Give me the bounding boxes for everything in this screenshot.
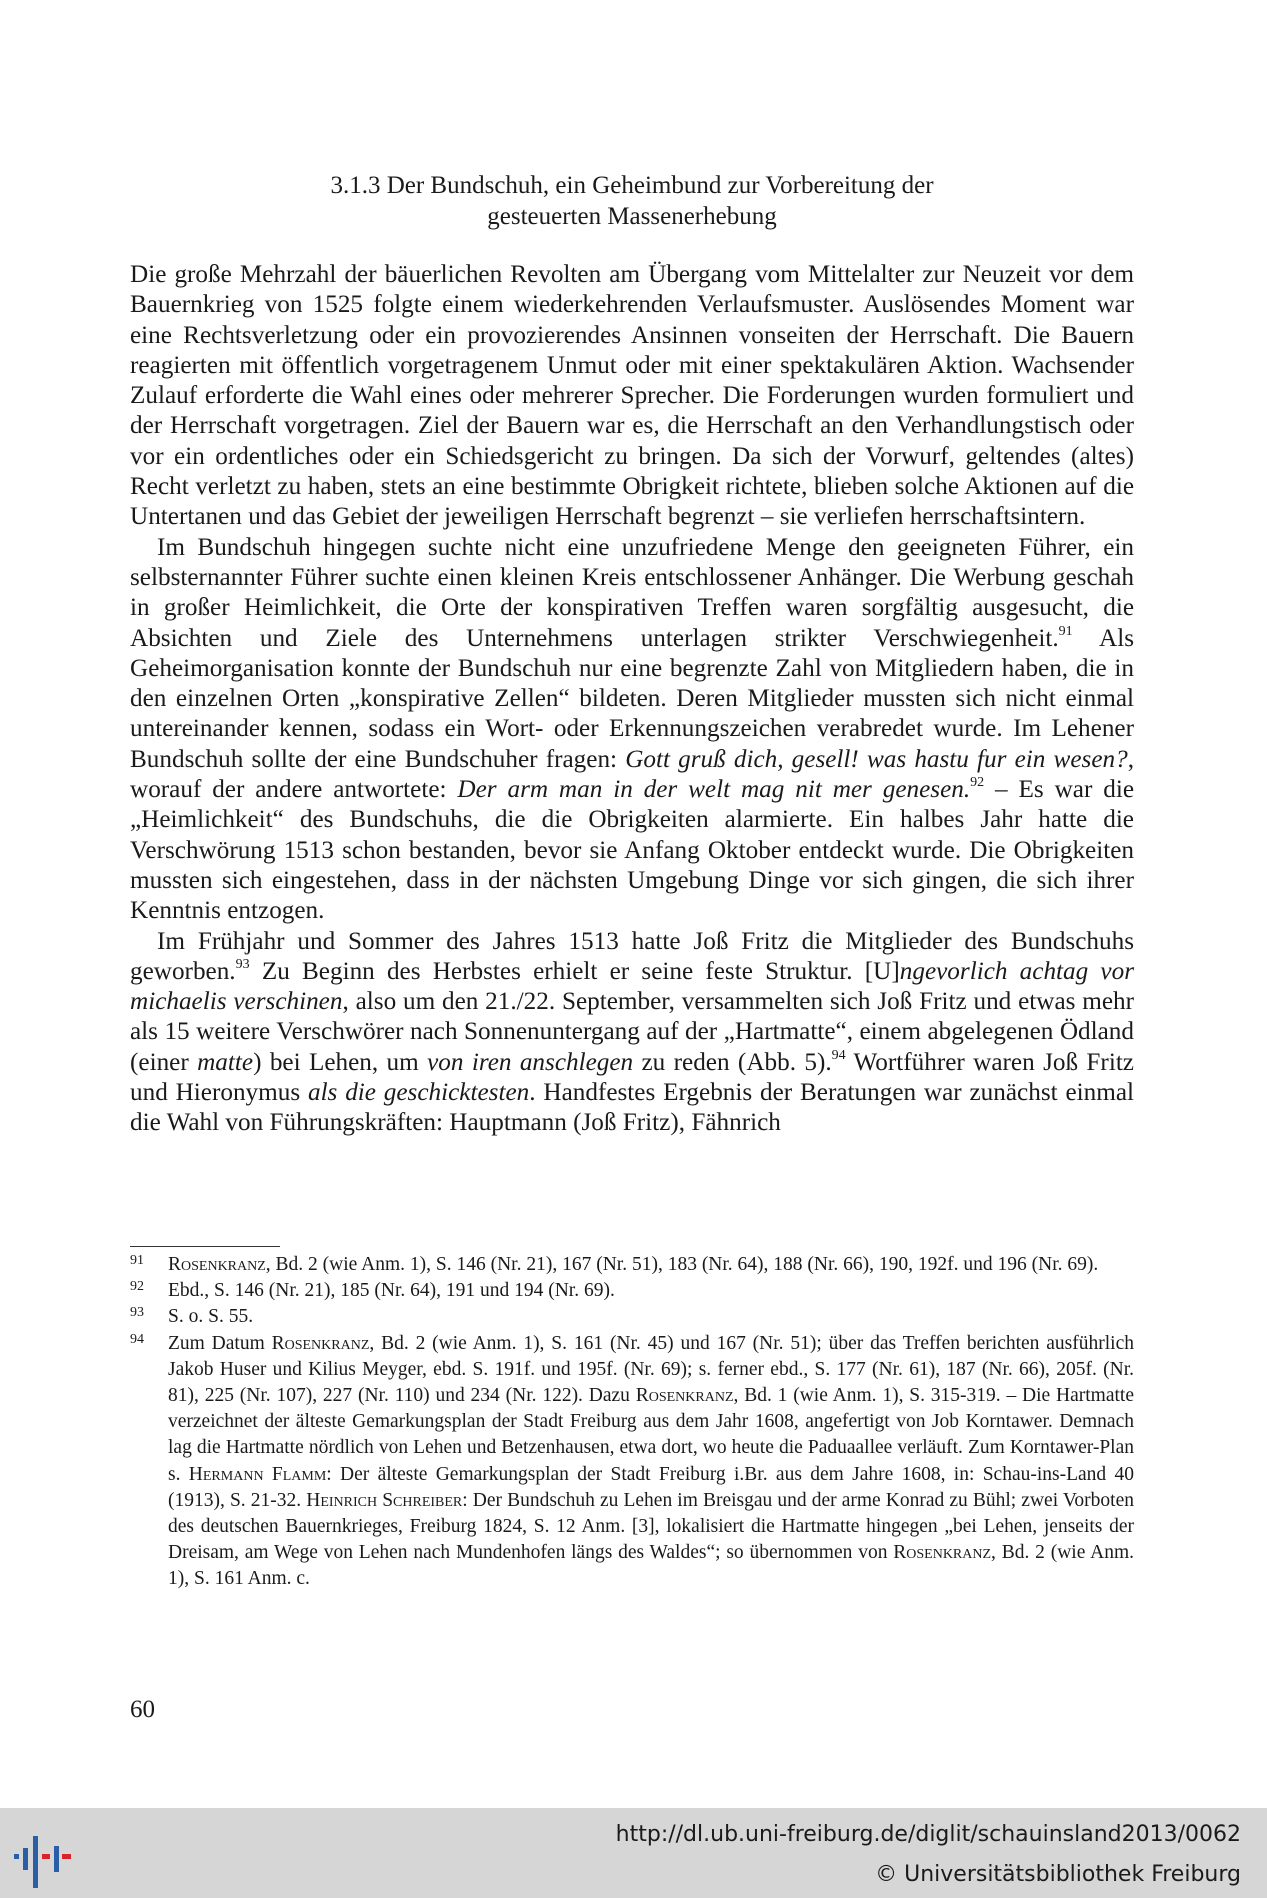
paragraph-1: Die große Mehrzahl der bäuerlichen Revolten am Übergang vom Mittelalter zur Neuzeit vor dem Bauernkrieg von 1525 folgte einem wiederkehrenden Verlaufsmuster. Auslösendes Moment war eine Rechtsverletzung oder ein provozierendes Ansinnen vonseiten der Herrschaft. Die Bauern reagierten mit öffentlich vorgetragenem Unmut oder mit einer spektakulären Aktion. Wachsender Zulauf erforderte die Wahl eines oder mehrerer Sprecher. Die Forderungen wurden formuliert und der Herrschaft vorgetragen. Ziel der Bauern war es, die Herrschaft an den Verhandlungstisch oder vor ein ordentliches oder ein Schiedsgericht zu bringen. Da sich der Vorwurf, geltendes (altes) Recht verletzt zu haben, stets an eine bestimmte Obrigkeit richtete, blieben solche Aktionen auf die Untertanen und das Gebiet der jeweiligen Herrschaft begrenzt – sie verliefen herrschaftsintern. — [130, 261, 1134, 531]
footnote-ref-91[interactable]: 91 — [1058, 623, 1073, 639]
text-run: Im Frühjahr und Sommer des Jahres 1513 hatte Joß Fritz die Mitglieder des Bundschuhs geworben. — [130, 927, 1134, 985]
footer-bar — [0, 1808, 1267, 1898]
author-name: Heinrich Schreiber — [306, 1489, 463, 1511]
footnote-text: S. o. S. 55. — [168, 1306, 254, 1328]
source-url-link[interactable]: http://dl.ub.uni-freiburg.de/diglit/schauinsland2013/0062 — [615, 1822, 1241, 1847]
quote-italic: Der arm man in der welt mag nit mer genesen. — [457, 776, 971, 804]
page-number: 60 — [130, 1696, 155, 1723]
section-heading-line-1: 3.1.3 Der Bundschuh, ein Geheimbund zur Vorbereitung der — [330, 172, 934, 199]
quote-italic: ngevorlich achtag vor michaelis verschinen — [130, 957, 1134, 1016]
footnote-93 — [130, 1304, 1134, 1330]
text-run: Zu Beginn des Herbstes erhielt er seine feste Struktur. [U] — [249, 957, 900, 985]
footnote-text: Zum Datum — [168, 1332, 272, 1354]
text-run: . Handfestes Ergebnis der Beratungen war zunächst einmal die Wahl von Führungskräften: Hauptmann (Joß Fritz), Fähnrich — [130, 1079, 1134, 1137]
footnote-92 — [130, 1278, 1134, 1304]
footnote-number: 93 — [130, 1305, 144, 1321]
footnote-ref-92[interactable]: 92 — [970, 775, 985, 791]
footnote-text: Ebd., S. 146 (Nr. 21), 185 (Nr. 64), 191 und 194 (Nr. 69). — [168, 1280, 615, 1302]
quote-italic: Gott gruß dich, gesell! was hastu fur ein wesen? — [625, 745, 1128, 773]
section-heading-line-2: gesteuerten Massenerhebung — [487, 203, 777, 230]
footnote-text: , Bd. 2 (wie Anm. 1), S. 146 (Nr. 21), 167 (Nr. 51), 183 (Nr. 64), 188 (Nr. 66), 190, 192f. und 196 (Nr. 69). — [265, 1254, 1099, 1275]
author-name: Rosenkranz — [893, 1542, 992, 1564]
author-name: Rosenkranz — [271, 1332, 370, 1354]
footnote-text: , Bd. 2 (wie Anm. 1), S. 161 (Nr. 45) und 167 (Nr. 51); über das Treffen berichten ausführlich Jakob Huser und Kilius Meyger, ebd. S. 191f. und 195f. (Nr. 69); s. ferner ebd., S. 177 (Nr. 61), 187 (Nr. 66), 205f. (Nr. 81), 225 (Nr. 107), 227 (Nr. 110) und 234 (Nr. 122). Dazu — [168, 1332, 1134, 1407]
text-run: – Es war die „Heimlichkeit“ des Bundschuhs, die die Obrigkeiten alarmierte. Ein halbes Jahr hatte die Verschwörung 1513 schon bestanden, bevor sie Anfang Oktober entdeckt wurde. Die Obrigkeiten mussten sich eingestehen, dass in der nächsten Umgebung Dinge vor sich gingen, die sich ihrer Kenntnis entzogen. — [130, 776, 1134, 925]
footnote-text: : Der Bundschuh zu Lehen im Breisgau und der arme Konrad zu Bühl; zwei Vorboten des deutschen Bauernkrieges, Freiburg 1824, S. 12 Anm. [3], lokalisiert die Hartmatte hingegen „bei Lehen, jenseits der Dreisam, am Wege von Lehen nach Mundenhofen längs des Waldes“; so übernommen von — [168, 1489, 1134, 1564]
footnote-number: 92 — [130, 1279, 144, 1295]
paragraph-2 — [130, 533, 1134, 927]
library-logo-icon[interactable] — [14, 1832, 78, 1888]
text-run: Wortführer waren Joß Fritz und Hieronymus — [130, 1048, 1134, 1107]
footnote-text: , Bd. 1 (wie Anm. 1), S. 315-319. – Die Hartmatte verzeichnet der älteste Gemarkungsplan der Stadt Freiburg aus dem Jahr 1608, angefertigt von Job Korntawer. Demnach lag die Hartmatte nördlich von Lehen und Betzenhausen, etwa dort, wo heute die Paduaallee verläuft. Zum Korntawer-Plan s. — [168, 1385, 1134, 1485]
footnote-separator — [130, 1246, 280, 1247]
text-run: , worauf der andere antwortete: — [130, 745, 1134, 804]
text-run: ) bei Lehen, um — [253, 1048, 428, 1076]
footnotes — [130, 1252, 1134, 1593]
footnote-ref-93[interactable]: 93 — [235, 956, 250, 972]
author-name: Rosenkranz — [168, 1254, 266, 1275]
footnote-number: 94 — [130, 1331, 144, 1347]
footnote-text: : Der älteste Gemarkungsplan der Stadt Freiburg i.Br. aus dem Jahre 1608, in: Schau-ins-Land 40 (1913), S. 21-32. — [168, 1463, 1135, 1511]
author-name: Rosenkranz — [635, 1385, 734, 1407]
paragraph-3 — [130, 927, 1134, 1139]
footnote-94 — [130, 1331, 1134, 1593]
author-name: Hermann Flamm — [188, 1463, 327, 1485]
copyright-notice: © Universitätsbibliothek Freiburg — [875, 1862, 1241, 1887]
text-run: Im Bundschuh hingegen suchte nicht eine unzufriedene Menge den geeigneten Führer, ein selbsternannter Führer suchte einen kleinen Kreis entschlossener Anhänger. Die Werbung geschah in großer Heimlichkeit, die Orte der konspirativen Treffen waren sorgfältig ausgesucht, die Absichten und Ziele des Unternehmens unterlagen strikter Verschwiegenheit. — [130, 533, 1134, 652]
quote-italic: matte — [197, 1048, 254, 1076]
quote-italic: von iren anschlegen — [427, 1048, 634, 1076]
footnote-text: , Bd. 2 (wie Anm. 1), S. 161 Anm. c. — [168, 1542, 1134, 1590]
footnote-number: 91 — [130, 1253, 144, 1268]
body-text — [130, 260, 1134, 1139]
text-run: Als Geheimorganisation konnte der Bundschuh nur eine begrenzte Zahl von Mitgliedern haben, die in den einzelnen Orten „konspirative Zellen“ bildeten. Deren Mitglieder mussten sich nicht einmal untereinander kennen, sodass ein Wort- oder Erkennungszeichen verabredet wurde. Im Lehener Bundschuh sollte der eine Bundschuher fragen: — [130, 624, 1134, 773]
section-heading — [130, 170, 1134, 232]
text-run: zu reden (Abb. 5). — [633, 1048, 832, 1076]
quote-italic: als die geschicktesten — [307, 1079, 530, 1107]
text-run: , also um den 21./22. September, versammelten sich Joß Fritz und etwas mehr als 15 weitere Verschwörer nach Sonnenuntergang auf der „Hartmatte“, einem abgelegenen Ödland (einer — [130, 988, 1134, 1076]
footnote-ref-94[interactable]: 94 — [831, 1047, 846, 1063]
footnote-91 — [130, 1252, 1134, 1278]
